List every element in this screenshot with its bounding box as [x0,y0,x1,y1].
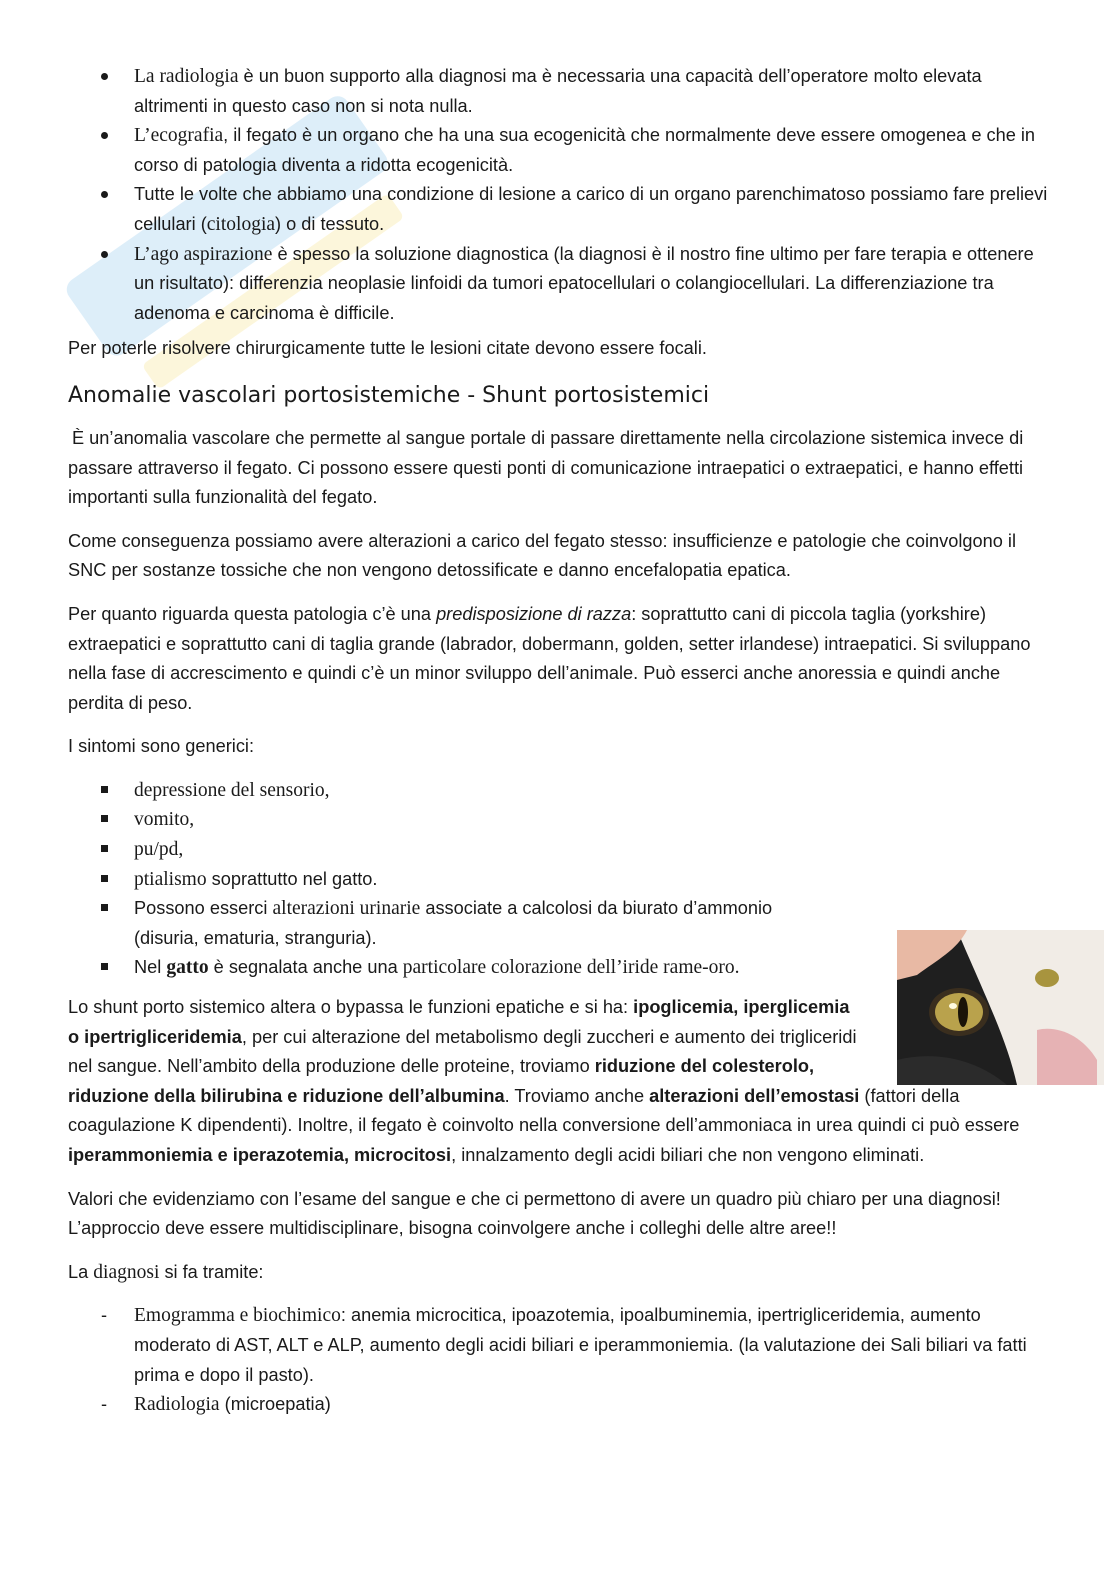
paragraph-consequences: Come conseguenza possiamo avere alterazioni a carico del fegato stesso: insufficienze e patologie che coinvolgono il SNC per sostanze tossiche che non vengono detossificate e danno encefalopatia epatica. [68,530,1017,581]
cat-eye-image [897,930,1104,1085]
list-item: L’ago aspirazione è spesso la soluzione diagnostica (la diagnosi è il nostro fine ultimo per fare terapia e ottenere un risultato): differenzia neoplasie linfoidi da tumori epatocellulari o colangiocellulari. La differenziazione tra adenoma e carcinoma è difficile. [68,240,1048,329]
list-item: Nel gatto è segnalata anche una particolare colorazione dell’iride rame-oro. [68,953,1048,983]
diagnosis-list [68,1301,1048,1419]
list-item: Possono esserci alterazioni urinarie associate a calcolosi da biurato d’ammonio (disuria, ematuria, stranguria). [68,894,774,953]
section-heading: Anomalie vascolari portosistemiche - Shunt portosistemici [68,382,710,408]
paragraph-breed: Per quanto riguarda questa patologia c’è una predisposizione di razza: soprattutto cani di piccola taglia (yorkshire) extraepatici e soprattutto cani di taglia grande (labrador, dobermann, golden, setter irlandese) intraepatici. Si sviluppano nella fase di accrescimento e quindi c’è un minor sviluppo dell’animale. Può esserci anche anoressia e quindi anche perdita di peso. [68,603,1031,713]
list-item: depressione del sensorio, [68,776,1048,806]
diagnosis-intro: La diagnosi si fa tramite: [68,1261,264,1283]
document-page [68,62,1048,1420]
symptoms-intro: I sintomi sono generici: [68,736,255,757]
paragraph-shunt: Lo shunt porto sistemico altera o bypassa le funzioni epatiche e si ha: ipoglicemia, iperglicemia o ipertrigliceridemia, per cui alterazione del metabolismo degli zuccheri e aumento dei trigliceridi nel sangue. Nell’ambito della produzione delle proteine, troviamo riduzione del colesterolo, riduzione della bilirubina e riduzione dell’albumina. Troviamo anche alterazioni dell’emostasi (fattori della coagulazione K dipendenti). Inoltre, il fegato è coinvolto nella conversione dell’ammoniaca in urea quindi ci può essere iperammoniemia e iperazotemia, microcitosi, innalzamento degli acidi biliari che non vengono eliminati. [68,997,1020,1165]
list-item: vomito, [68,805,1048,835]
list-item: La radiologia è un buon supporto alla diagnosi ma è necessaria una capacità dell’operatore molto elevata altrimenti in questo caso non si nota nulla. [68,62,1048,121]
list-item: ptialismo soprattutto nel gatto. [68,865,1048,895]
list-item: L’ecografia, il fegato è un organo che ha una sua ecogenicità che normalmente deve essere omogenea e che in corso di patologia diventa a ridotta ecogenicità. [68,121,1048,180]
list-item: pu/pd, [68,835,1048,865]
paragraph-focal: Per poterle risolvere chirurgicamente tutte le lesioni citate devono essere focali. [68,338,707,359]
cat-eye-photo [897,930,1104,1085]
top-bullet-list [68,62,1048,328]
paragraph-values: Valori che evidenziamo con l’esame del sangue e che ci permettono di avere un quadro più chiaro per una diagnosi! L’approccio deve essere multidisciplinare, bisogna coinvolgere anche i colleghi delle altre aree!! [68,1188,1001,1239]
paragraph-intro: È un’anomalia vascolare che permette al sangue portale di passare direttamente nella circolazione sistemica invece di passare attraverso il fegato. Ci possono essere questi ponti di comunicazione intraepatici o extraepatici, e hanno effetti importanti sulla funzionalità del fegato. [68,427,1024,508]
list-item: - Emogramma e biochimico: anemia microcitica, ipoazotemia, ipoalbuminemia, ipertrigliceridemia, aumento moderato di AST, ALT e ALP, aumento degli acidi biliari e iperammoniemia. (la valutazione dei Sali biliari va fatti prima e dopo il pasto). [68,1301,1048,1390]
list-item: - Radiologia (microepatia) [68,1390,1048,1420]
list-item: Tutte le volte che abbiamo una condizione di lesione a carico di un organo parenchimatoso possiamo fare prelievi cellulari (citologia) o di tessuto. [68,180,1048,239]
